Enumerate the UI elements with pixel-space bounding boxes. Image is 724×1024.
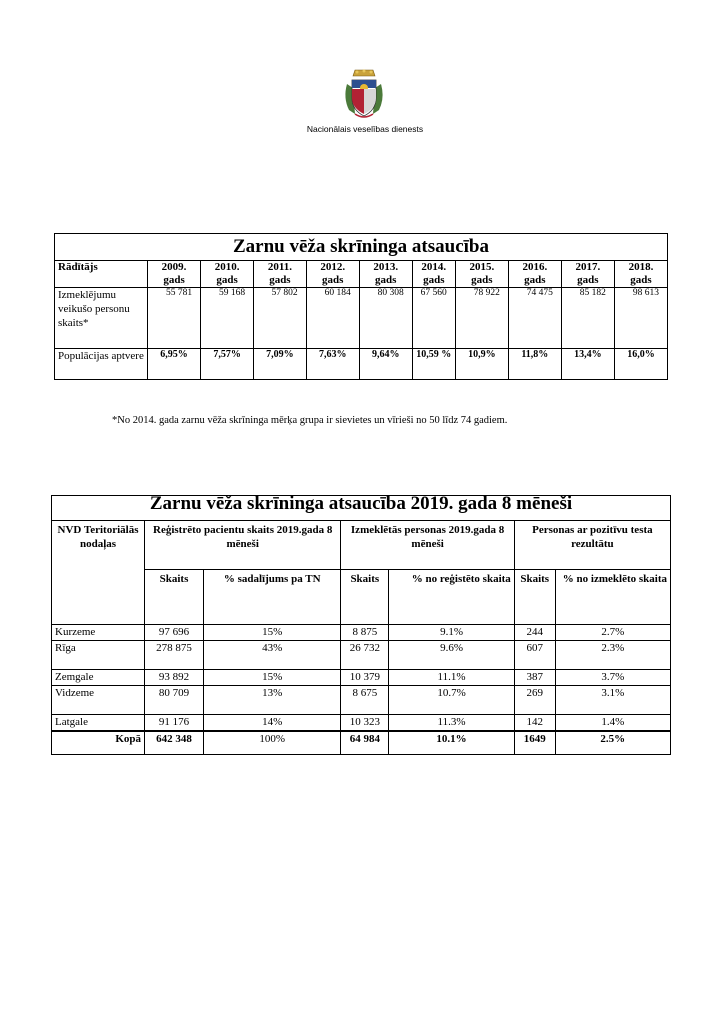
cell: 91 176: [145, 715, 204, 732]
sub-header: Skaits: [145, 570, 204, 625]
cell: 59 168: [201, 288, 254, 349]
region-cell: Latgale: [52, 715, 145, 732]
table-row: [52, 625, 671, 641]
cell: 6,95%: [148, 349, 201, 380]
cell: 64 984: [341, 731, 389, 755]
cell: 80 308: [359, 288, 412, 349]
cell: 93 892: [145, 670, 204, 686]
cell: 9,64%: [359, 349, 412, 380]
cell: 11.1%: [389, 670, 515, 686]
cell: 607: [514, 641, 555, 670]
sub-header: % no reģistēto skaita: [389, 570, 515, 625]
cell: 2.3%: [555, 641, 670, 670]
cell: 74 475: [508, 288, 561, 349]
cell: 269: [514, 686, 555, 715]
row-label: Izmeklējumu veikušo personu skaits*: [55, 288, 148, 349]
table-row: [55, 349, 668, 380]
cell: 60 184: [306, 288, 359, 349]
cell: 278 875: [145, 641, 204, 670]
year-header: 2018. gads: [614, 261, 667, 288]
table-title: Zarnu vēža skrīninga atsaucība 2019. gada 8 mēneši: [52, 496, 671, 521]
table-row: [52, 715, 671, 732]
cell: 9.6%: [389, 641, 515, 670]
cell: 10,9%: [455, 349, 508, 380]
year-header: 2009. gads: [148, 261, 201, 288]
year-header: 2017. gads: [561, 261, 614, 288]
cell: 9.1%: [389, 625, 515, 641]
region-cell: Zemgale: [52, 670, 145, 686]
indicator-header: Rādītājs: [55, 261, 148, 288]
table-row: [55, 288, 668, 349]
cell: 55 781: [148, 288, 201, 349]
cell: 7,09%: [254, 349, 307, 380]
region-cell: Vidzeme: [52, 686, 145, 715]
group-header: Izmeklētās personas 2019.gada 8 mēneši: [341, 521, 514, 570]
coat-of-arms-logo: [341, 68, 387, 120]
cell: 10 379: [341, 670, 389, 686]
group-header: Reģistrēto pacientu skaits 2019.gada 8 mēneši: [145, 521, 341, 570]
cell: 1649: [514, 731, 555, 755]
cell: 13,4%: [561, 349, 614, 380]
cell: 8 675: [341, 686, 389, 715]
cell: 7,63%: [306, 349, 359, 380]
cell: 14%: [203, 715, 340, 732]
region-cell: Kurzeme: [52, 625, 145, 641]
cell: 67 560: [412, 288, 455, 349]
cell: 26 732: [341, 641, 389, 670]
footnote: *No 2014. gada zarnu vēža skrīninga mērķa grupa ir sievietes un vīrieši no 50 līdz 74 gadiem.: [112, 415, 508, 426]
sub-header: % no izmeklēto skaita: [555, 570, 670, 625]
row-label: Populācijas aptvere: [55, 349, 148, 380]
region-cell: Rīga: [52, 641, 145, 670]
year-header: 2015. gads: [455, 261, 508, 288]
cell: 15%: [203, 625, 340, 641]
year-header: 2016. gads: [508, 261, 561, 288]
cell: 85 182: [561, 288, 614, 349]
year-header: 2012. gads: [306, 261, 359, 288]
cell: 2.5%: [555, 731, 670, 755]
cell: 16,0%: [614, 349, 667, 380]
sub-header: Skaits: [514, 570, 555, 625]
cell: 57 802: [254, 288, 307, 349]
table-title: Zarnu vēža skrīninga atsaucība: [55, 234, 668, 261]
cell: 2.7%: [555, 625, 670, 641]
cell: 11.3%: [389, 715, 515, 732]
cell: 15%: [203, 670, 340, 686]
cell: 98 613: [614, 288, 667, 349]
region-header: NVD Teritoriālās nodaļas: [52, 521, 145, 625]
cell: 3.1%: [555, 686, 670, 715]
cell: 10.7%: [389, 686, 515, 715]
table-row: [52, 670, 671, 686]
cell: 8 875: [341, 625, 389, 641]
cell: 7,57%: [201, 349, 254, 380]
cell: 244: [514, 625, 555, 641]
org-name: Nacionālais veselības dienests: [306, 124, 424, 134]
table-row: [52, 641, 671, 670]
cell: 97 696: [145, 625, 204, 641]
cell: 387: [514, 670, 555, 686]
group-header: Personas ar pozitīvu testa rezultātu: [514, 521, 670, 570]
table-row: [52, 686, 671, 715]
total-label: Kopā: [52, 731, 145, 755]
year-header: 2013. gads: [359, 261, 412, 288]
cell: 43%: [203, 641, 340, 670]
cell: 10 323: [341, 715, 389, 732]
cell: 1.4%: [555, 715, 670, 732]
cell: 100%: [203, 731, 340, 755]
cell: 13%: [203, 686, 340, 715]
cell: 642 348: [145, 731, 204, 755]
cell: 80 709: [145, 686, 204, 715]
cell: 10.1%: [389, 731, 515, 755]
cell: 78 922: [455, 288, 508, 349]
sub-header: % sadalījums pa TN: [203, 570, 340, 625]
sub-header: Skaits: [341, 570, 389, 625]
year-header: 2011. gads: [254, 261, 307, 288]
cell: 11,8%: [508, 349, 561, 380]
year-header: 2014. gads: [412, 261, 455, 288]
screening-response-table: [54, 233, 668, 380]
cell: 142: [514, 715, 555, 732]
screening-2019-table: [51, 495, 671, 755]
year-header: 2010. gads: [201, 261, 254, 288]
cell: 3.7%: [555, 670, 670, 686]
cell: 10,59 %: [412, 349, 455, 380]
total-row: [52, 731, 671, 755]
